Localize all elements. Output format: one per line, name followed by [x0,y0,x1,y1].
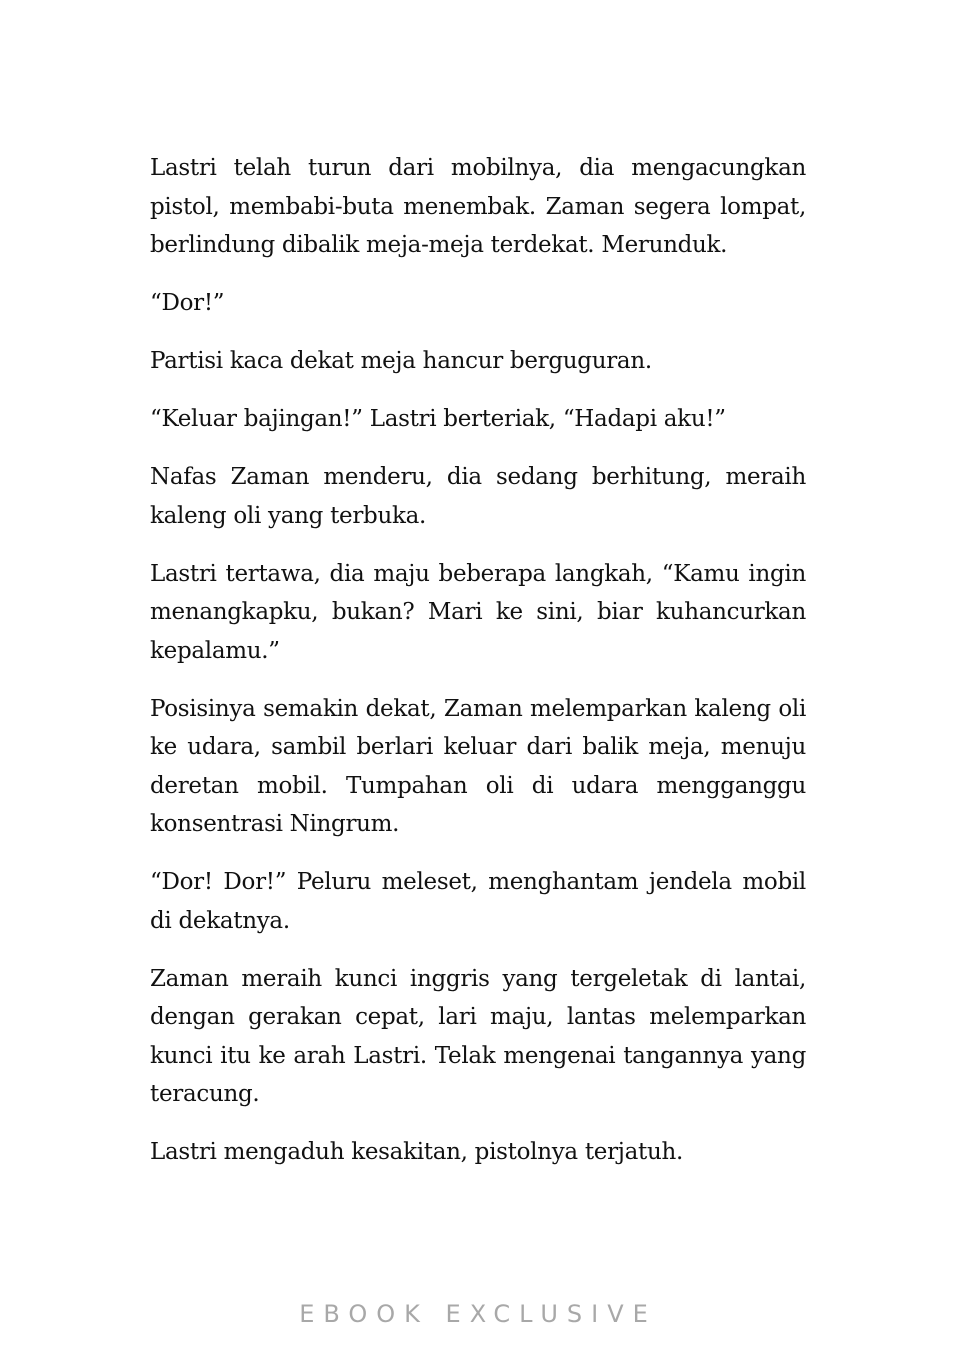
footer-label: EBOOK EXCLUSIVE [299,1300,657,1328]
paragraph: Partisi kaca dekat meja hancur berguguran. [150,348,652,374]
paragraph: “Keluar bajingan!” Lastri berteriak, “Hadapi aku!” [150,406,726,432]
paragraph: Lastri mengaduh kesakitan, pistolnya terjatuh. [150,1139,684,1165]
body-text [150,149,806,1191]
paragraph: “Dor! Dor!” Peluru meleset, menghantam jendela mobil di dekatnya. [150,869,806,934]
paragraph: “Dor!” [150,290,225,316]
paragraph: Zaman meraih kunci inggris yang tergeletak di lantai, dengan gerakan cepat, lari maju, lantas melemparkan kunci itu ke arah Lastri. Telak mengenai tangannya yang teracung. [150,965,806,1107]
paragraph: Nafas Zaman menderu, dia sedang berhitung, meraih kaleng oli yang terbuka. [150,464,806,529]
paragraph: Lastri tertawa, dia maju beberapa langkah, “Kamu ingin menangkapku, bukan? Mari ke sini, biar kuhancurkan kepalamu.” [150,560,806,664]
paragraph: Lastri telah turun dari mobilnya, dia mengacungkan pistol, membabi-buta menembak. Zaman segera lompat, berlindung dibalik meja-meja terdekat. Merunduk. [150,155,806,258]
paragraph: Posisinya semakin dekat, Zaman melemparkan kaleng oli ke udara, sambil berlari keluar dari balik meja, menuju deretan mobil. Tumpahan oli di udara mengganggu konsentrasi Ningrum. [150,695,806,837]
